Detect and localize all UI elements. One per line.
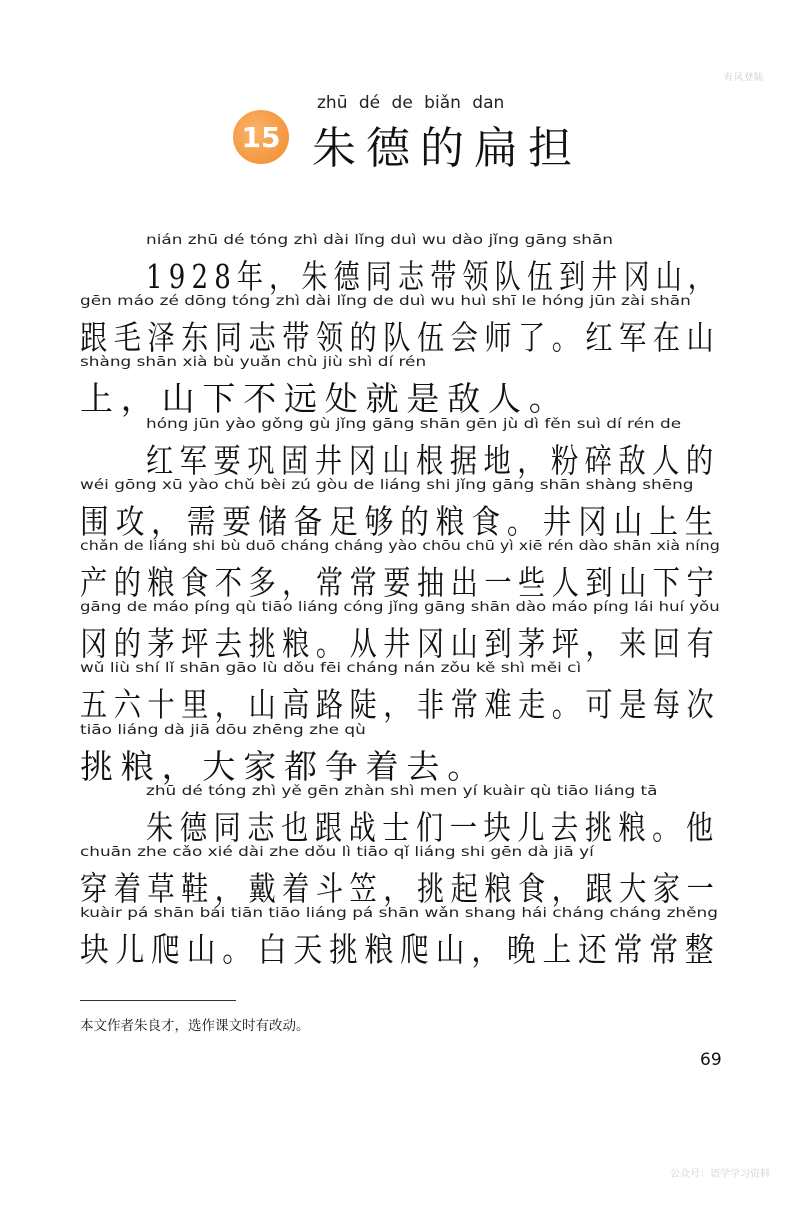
line-hanzi: 朱德同志也跟战士们一块儿去挑粮。他 bbox=[146, 807, 720, 847]
title-pinyin: zhū dé de biǎn dan bbox=[317, 93, 505, 113]
line-hanzi: 产的粮食不多，常常要抽出一些人到山下宁 bbox=[80, 563, 721, 602]
line-hanzi: 围攻，需要储备足够的粮食。井冈山上生 bbox=[80, 501, 721, 541]
lesson-number-badge bbox=[233, 110, 289, 164]
footnote-divider bbox=[80, 1000, 236, 1001]
watermark: 公众号：语学学习资料 bbox=[670, 1169, 770, 1180]
line-pinyin: kuàir pá shān bái tiān tiāo liáng pá shān wǎn shang hái cháng cháng zhěng bbox=[80, 905, 718, 922]
line-pinyin: nián zhū dé tóng zhì dài lǐng duì wu dào jǐng gāng shān bbox=[146, 232, 613, 248]
line-pinyin: chuān zhe cǎo xié dài zhe dǒu lì tiāo qǐ liáng shi gēn dà jiā yí bbox=[80, 844, 594, 860]
footnote: 本文作者朱良才，选作课文时有改动。 bbox=[80, 1018, 310, 1034]
line-pinyin: zhū dé tóng zhì yě gēn zhàn shì men yí kuàir qù tiāo liáng tā bbox=[146, 782, 658, 799]
corner-mark: 有风登陆 bbox=[723, 73, 764, 83]
line-hanzi: 1928年，朱德同志带领队伍到井冈山， bbox=[146, 257, 721, 296]
line-hanzi: 穿着草鞋，戴着斗笠，挑起粮食，跟大家一 bbox=[80, 869, 721, 908]
line-hanzi: 红军要巩固井冈山根据地，粉碎敌人的 bbox=[146, 440, 720, 480]
line-pinyin: gāng de máo píng qù tiāo liáng cóng jǐng gāng shān dào máo píng lái huí yǒu bbox=[80, 599, 720, 616]
line-pinyin: hóng jūn yào gǒng gù jǐng gāng shān gēn jù dì fěn suì dí rén de bbox=[146, 415, 682, 432]
page-number: 69 bbox=[700, 1050, 722, 1070]
line-pinyin: tiāo liáng dà jiā dōu zhēng zhe qù bbox=[80, 721, 366, 738]
line-pinyin: chǎn de liáng shi bù duō cháng cháng yào chōu chū yì xiē rén dào shān xià níng bbox=[80, 538, 720, 554]
line-hanzi: 上，山下不远处就是敌人。 bbox=[80, 379, 570, 419]
line-pinyin: wéi gōng xū yào chǔ bèi zú gòu de liáng shi jǐng gāng shān shàng shēng bbox=[80, 476, 694, 493]
lesson-number: 15 bbox=[241, 120, 281, 154]
lesson-title: 朱德的扁担 bbox=[312, 123, 582, 174]
line-pinyin: shàng shān xià bù yuǎn chù jiù shì dí rén bbox=[80, 354, 427, 371]
line-hanzi: 五六十里，山高路陡，非常难走。可是每次 bbox=[80, 685, 721, 725]
line-pinyin: wǔ liù shí lǐ shān gāo lù dǒu fēi cháng nán zǒu kě shì měi cì bbox=[80, 660, 582, 677]
line-hanzi: 挑粮，大家都争着去。 bbox=[80, 746, 488, 786]
line-hanzi: 块儿爬山。白天挑粮爬山，晚上还常常整 bbox=[80, 930, 721, 970]
line-pinyin: gēn máo zé dōng tóng zhì dài lǐng de duì wu huì shī le hóng jūn zài shān bbox=[80, 293, 691, 310]
line-hanzi: 跟毛泽东同志带领的队伍会师了。红军在山 bbox=[80, 318, 721, 358]
line-hanzi: 冈的茅坪去挑粮。从井冈山到茅坪，来回有 bbox=[80, 624, 721, 664]
